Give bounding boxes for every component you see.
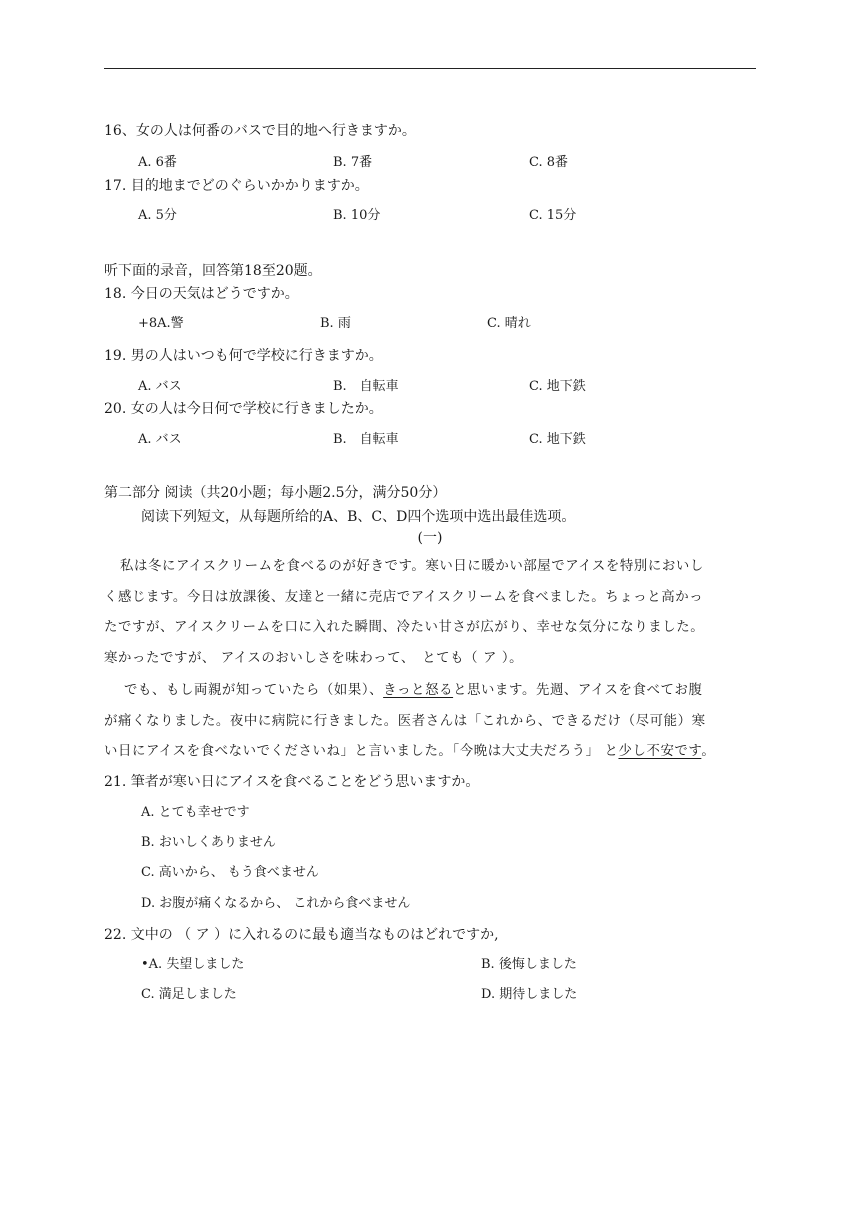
q22-option-d: D. 期待しました xyxy=(481,987,578,1002)
passage-paragraph-1 xyxy=(104,552,756,674)
q22-option-c: C. 満足しました xyxy=(141,987,237,1002)
question-21: 21. 筆者が寒い日にアイスを食べることをどう思いますか。 xyxy=(104,774,480,790)
underlined-phrase-sukoshi-fuan: 少し不安です xyxy=(618,744,702,759)
p2-line-1-text: でも、もし両親が知っていたら（如果）、 xyxy=(124,683,384,698)
q20-option-c: C. 地下鉄 xyxy=(529,432,586,447)
instruction-18-20: 听下面的录音，回答第18至20题。 xyxy=(104,263,322,279)
question-16: 16、女の人は何番のバスで目的地へ行きますか。 xyxy=(104,123,416,139)
passage-paragraph-2 xyxy=(104,676,756,768)
section-2-title: 第二部分 阅读（共20小题；每小题2.5分，满分50分） xyxy=(104,485,447,501)
q18-option-c: C. 晴れ xyxy=(487,316,531,331)
q17-option-b: B. 10分 xyxy=(333,208,381,223)
q18-option-a: +8A.警 xyxy=(138,316,184,331)
header-rule xyxy=(104,68,756,69)
q19-option-c: C. 地下鉄 xyxy=(529,379,586,394)
q20-option-a: A. バス xyxy=(138,432,182,447)
p1-line-1: 私は冬にアイスクリームを食べるのが好きです。寒い日に暖かい部屋でアイスを特別においし xyxy=(120,559,704,574)
q22-option-a: •A. 失望しました xyxy=(141,957,245,972)
q17-option-a: A. 5分 xyxy=(138,208,177,223)
q16-option-c: C. 8番 xyxy=(529,155,569,170)
q21-option-c: C. 高いから、 もう食べません xyxy=(141,865,319,880)
q17-option-c: C. 15分 xyxy=(529,208,577,223)
q16-option-a: A. 6番 xyxy=(138,155,177,170)
q19-option-b: B. 自転車 xyxy=(333,379,399,394)
q20-option-b: B. 自転車 xyxy=(333,432,399,447)
p2-line-3-text: い日にアイスを食べないでくださいね」と言いました。「今晩は大丈夫だろう」 と xyxy=(104,744,619,759)
p2-line-2: が痛くなりました。夜中に病院に行きました。医者さんは「これから、できるだけ（尽可能）寒 xyxy=(104,713,706,729)
q21-option-a: A. とても幸せです xyxy=(141,805,250,820)
question-18: 18. 今日の天気はどうですか。 xyxy=(104,286,299,302)
question-20: 20. 女の人は今日何で学校に行きましたか。 xyxy=(104,401,383,417)
underlined-phrase-kitto-okoru: きっと怒る xyxy=(383,683,454,698)
q19-option-a: A. バス xyxy=(138,379,182,394)
p2-line-3-text-end: 。 xyxy=(701,744,716,759)
p1-line-3: たですが、アイスクリームを口に入れた瞬間、冷たい甘さが広がり、幸せな気分になりました。 xyxy=(104,620,705,635)
p2-line-1 xyxy=(104,676,756,707)
p2-line-3 xyxy=(104,737,756,768)
section-2-instruction: 阅读下列短文，从每题所给的A、B、C、D四个选项中选出最佳选项。 xyxy=(141,509,576,525)
p2-line-1-text-end: と思います。先週、アイスを食べてお腹 xyxy=(453,683,703,698)
q22-option-b: B. 後悔しました xyxy=(481,957,577,972)
q21-option-b: B. おいしくありません xyxy=(141,835,276,850)
passage-number: (一) xyxy=(417,530,443,546)
p1-line-2: く感じます。今日は放課後、友達と一緒に売店でアイスクリームを食べました。ちょっと高かっ xyxy=(104,589,704,605)
question-17: 17. 目的地までどのぐらいかかりますか。 xyxy=(104,178,369,194)
q16-option-b: B. 7番 xyxy=(333,155,373,170)
question-19: 19. 男の人はいつも何で学校に行きますか。 xyxy=(104,348,383,364)
question-22: 22. 文中の （ ア ）に入れるのに最も適当なものはどれですか, xyxy=(104,927,499,943)
q18-option-b: B. 雨 xyxy=(320,316,351,331)
p1-line-4: 寒かったですが、 アイスのおいしさを味わって、 とても（ ア ）。 xyxy=(104,650,524,666)
q21-option-d: D. お腹が痛くなるから、 これから食べません xyxy=(141,896,411,911)
